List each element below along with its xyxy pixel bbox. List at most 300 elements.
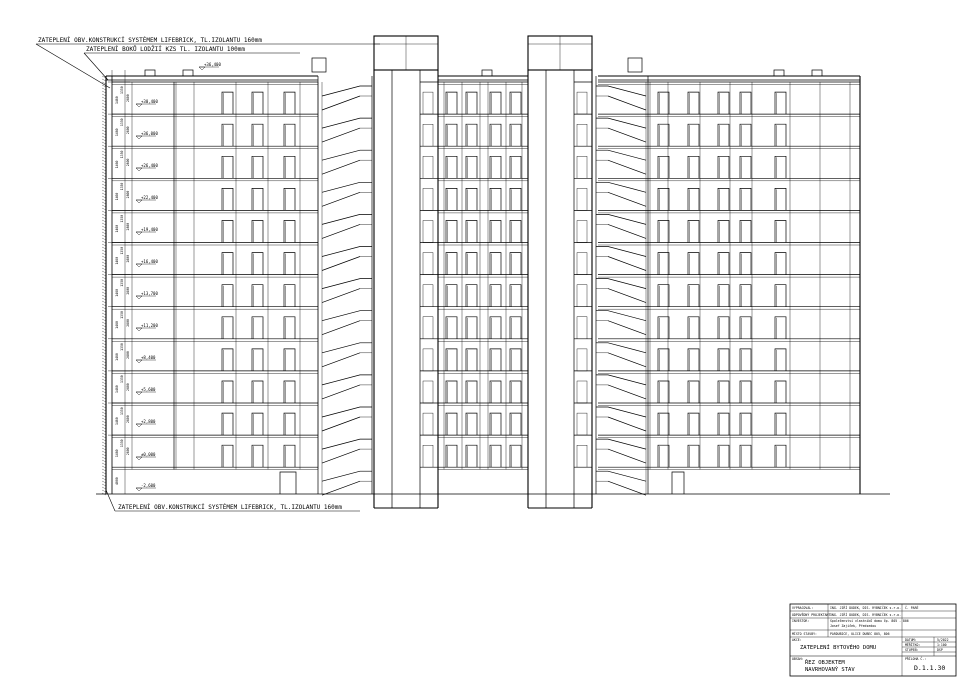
core-left-door-3 (423, 188, 433, 210)
roof-stair-head-left (312, 58, 326, 72)
insulation-hatch-424 (102, 424, 106, 426)
insulation-hatch-388 (102, 388, 106, 390)
insulation-hatch-454 (102, 454, 106, 456)
insulation-hatch-487 (102, 487, 106, 489)
dim-label-a-0: 1460 (115, 96, 119, 105)
core-left-door-10 (423, 413, 433, 435)
insulation-hatch-262 (102, 262, 106, 264)
level-mark-8 (136, 328, 142, 331)
insulation-hatch-190 (102, 190, 106, 192)
dim-label-b-11: 1350 (120, 439, 124, 448)
stair-right-flight-a-9 (596, 375, 646, 385)
insulation-hatch-490 (102, 490, 106, 492)
stair-left-flight-b-5 (322, 257, 360, 271)
insulation-hatch-325 (102, 325, 106, 327)
core-left-door-1 (423, 124, 433, 146)
dim-label-a-8: 1460 (115, 353, 119, 361)
insulation-hatch-238 (102, 238, 106, 240)
tb-number-label: PŘÍLOHA Č.: (905, 657, 927, 661)
building-section (96, 36, 890, 508)
tb-row2-label: ODPOVĚDNÝ PROJEKTANT: (792, 613, 833, 617)
stair-right-flight-b-7 (608, 321, 646, 335)
stair-right-flight-a-0 (596, 86, 646, 96)
insulation-hatch-391 (102, 391, 106, 393)
dim-label-c-11: 2800 (126, 447, 130, 456)
insulation-hatch-412 (102, 412, 106, 414)
insulation-hatch-310 (102, 310, 106, 312)
stair-left-flight-a-9 (322, 375, 372, 385)
insulation-hatch-229 (102, 229, 106, 231)
core-left-door-8 (423, 349, 433, 371)
insulation-hatch-397 (102, 397, 106, 399)
insulation-hatch-79 (102, 79, 106, 81)
insulation-hatch-271 (102, 271, 106, 273)
insulation-hatch-214 (102, 214, 106, 216)
insulation-hatch-154 (102, 154, 106, 156)
insulation-hatch-175 (102, 175, 106, 177)
stair-left-flight-b-2 (322, 160, 360, 174)
stair-left-flight-a-4 (322, 214, 372, 224)
top-insulation-note: ZATEPLENÍ OBV.KONSTRUKCÍ SYSTÉMEM LIFEBRICK, TL.IZOLANTU 160mm (38, 37, 262, 44)
stair-left-flight-b-3 (322, 192, 360, 206)
insulation-hatch-100 (102, 100, 106, 102)
level-label-5: +19,400 (141, 227, 158, 232)
dim-label-b-10: 1350 (120, 407, 124, 416)
insulation-hatch-184 (102, 184, 106, 186)
insulation-hatch-331 (102, 331, 106, 333)
insulation-hatch-436 (102, 436, 106, 438)
stair-left-flight-a-5 (322, 247, 372, 257)
core-left-door-6 (423, 285, 433, 307)
insulation-hatch-103 (102, 103, 106, 105)
stair-right-flight-a-4 (596, 214, 646, 224)
level-label-6: +16,400 (141, 259, 158, 264)
insulation-hatch-286 (102, 286, 106, 288)
level-label-3: +26,400 (141, 163, 158, 168)
stair-right-flight-b-8 (608, 353, 646, 367)
insulation-hatch-157 (102, 157, 106, 159)
stair-left-flight-b-9 (322, 385, 360, 399)
stair-right-flight-a-2 (596, 150, 646, 160)
level-label-8: +11,200 (141, 323, 158, 328)
tb-row2-value: ING. JIŘÍ DUDEK, DIS. RYBNIČEK s.r.o. (830, 613, 902, 617)
insulation-hatch-127 (102, 127, 106, 129)
insulation-hatch-211 (102, 211, 106, 213)
insulation-hatch-220 (102, 220, 106, 222)
stair-left-flight-b-8 (322, 353, 360, 367)
stair-left-flight-a-12 (322, 471, 372, 481)
core-right-door-9 (577, 381, 587, 403)
stair-right-flight-a-6 (596, 279, 646, 289)
level-markers (136, 62, 221, 491)
dim-label-a-6: 1460 (115, 288, 119, 297)
insulation-hatch-379 (102, 379, 106, 381)
stair-right-flight-b-0 (608, 96, 646, 110)
insulation-hatch-409 (102, 409, 106, 411)
dim-label-b-0: 1350 (120, 86, 124, 95)
insulation-hatch-472 (102, 472, 106, 474)
dim-label-a-10: 1460 (115, 417, 119, 426)
dim-label-c-2: 2800 (126, 158, 130, 167)
level-label-2: +36,000 (141, 131, 158, 136)
dim-label-c-1: 2800 (126, 126, 130, 135)
insulation-hatch-196 (102, 196, 106, 198)
insulation-hatch-253 (102, 253, 106, 255)
insulation-hatch-202 (102, 202, 106, 204)
stair-right-flight-b-4 (608, 224, 646, 238)
insulation-hatch-145 (102, 145, 106, 147)
dim-label-c-9: 2800 (126, 383, 130, 391)
insulation-hatch-268 (102, 268, 106, 270)
insulation-hatch-340 (102, 340, 106, 342)
roof-vent-1 (183, 70, 193, 76)
insulation-hatch-403 (102, 403, 106, 405)
dim-label-b-1: 1350 (120, 118, 124, 127)
insulation-hatch-94 (102, 94, 106, 96)
roof-vent-2 (482, 70, 492, 76)
loggia-insulation-note: ZATEPLENÍ BOKŮ LODŽIÍ KZS TL. IZOLANTU 100mm (86, 46, 245, 53)
insulation-hatch-178 (102, 178, 106, 180)
insulation-hatch-355 (102, 355, 106, 357)
insulation-hatch-319 (102, 319, 106, 321)
insulation-hatch-163 (102, 163, 106, 165)
stair-left-flight-b-4 (322, 224, 360, 238)
insulation-hatch-304 (102, 304, 106, 306)
insulation-hatch-376 (102, 376, 106, 378)
level-label-4: +22,400 (141, 195, 158, 200)
insulation-hatch-244 (102, 244, 106, 246)
insulation-hatch-223 (102, 223, 106, 225)
core-right-door-8 (577, 349, 587, 371)
dim-label-a-5: 1460 (115, 256, 119, 265)
insulation-hatch-133 (102, 133, 106, 135)
insulation-hatch-316 (102, 316, 106, 318)
stair-left-flight-b-0 (322, 96, 360, 110)
stair-left-flight-a-7 (322, 311, 372, 321)
insulation-hatch-256 (102, 256, 106, 258)
insulation-hatch-193 (102, 193, 106, 195)
insulation-hatch-274 (102, 274, 106, 276)
insulation-hatch-400 (102, 400, 106, 402)
stair-left-flight-b-11 (322, 449, 360, 463)
core-right-door-5 (577, 253, 587, 275)
dim-label-c-7: 2800 (126, 319, 130, 327)
tb-stage-value: DSP (937, 648, 943, 652)
insulation-hatch-280 (102, 280, 106, 282)
tb-row3-value2: Josef Zajíček, Předsedou (830, 624, 877, 628)
insulation-hatch-463 (102, 463, 106, 465)
dim-label-b-9: 1350 (120, 375, 124, 383)
insulation-hatch-421 (102, 421, 106, 423)
insulation-hatch-250 (102, 250, 106, 252)
tb-drawing-number: D.1.1.30 (914, 664, 946, 672)
level-mark-9 (136, 360, 142, 363)
insulation-hatch-199 (102, 199, 106, 201)
level-label-7: +13,700 (141, 291, 158, 296)
roof-vent-0 (145, 70, 155, 76)
tb-scale-label: MĚŘÍTKO: (905, 643, 921, 647)
core-right-door-0 (577, 92, 587, 114)
insulation-hatch-241 (102, 241, 106, 243)
tb-row1-value: ING. JIŘÍ DUDEK, DIS. RYBNIČEK s.r.o. (830, 606, 902, 610)
dim-label-c-0: 2800 (126, 94, 130, 103)
insulation-hatch-460 (102, 460, 106, 462)
dim-label-c-8: 2800 (126, 351, 130, 359)
insulation-hatch-97 (102, 97, 106, 99)
insulation-hatch-226 (102, 226, 106, 228)
insulation-hatch-343 (102, 343, 106, 345)
insulation-hatch-418 (102, 418, 106, 420)
stair-right-flight-b-1 (608, 128, 646, 142)
dim-label-b-6: 1350 (120, 278, 124, 287)
level-mark-3 (136, 168, 142, 171)
stair-left-flight-b-7 (322, 321, 360, 335)
dim-label-c-4: 2800 (126, 222, 130, 231)
level-mark-12 (136, 457, 142, 460)
insulation-hatch-394 (102, 394, 106, 396)
insulation-hatch-481 (102, 481, 106, 483)
stair-left-flight-a-0 (322, 86, 372, 96)
tb-drawing-title-2: NAVRHOVANÝ STAV (805, 667, 855, 673)
core-left-door-7 (423, 317, 433, 339)
insulation-hatch-187 (102, 187, 106, 189)
insulation-hatch-265 (102, 265, 106, 267)
tb-row3-label: INVESTOR: (792, 619, 810, 623)
insulation-hatch-322 (102, 322, 106, 324)
insulation-hatch-346 (102, 346, 106, 348)
stair-left-flight-a-8 (322, 343, 372, 353)
level-mark-2 (136, 136, 142, 139)
tb-row1-sheet: Č. PARÉ (905, 606, 919, 610)
insulation-hatch-370 (102, 370, 106, 372)
insulation-hatch-457 (102, 457, 106, 459)
dim-label-b-2: 1350 (120, 150, 124, 159)
dim-label-b-5: 1350 (120, 246, 124, 255)
stair-right-flight-b-3 (608, 192, 646, 206)
core-right-door-11 (577, 445, 587, 467)
level-mark-11 (136, 424, 142, 427)
insulation-hatch-139 (102, 139, 106, 141)
stair-right-flight-a-3 (596, 182, 646, 192)
level-mark-5 (136, 232, 142, 235)
dim-label-c-5: 2800 (126, 254, 130, 263)
level-label-10: +5,600 (141, 387, 156, 392)
dim-label-a-4: 1460 (115, 224, 119, 233)
insulation-hatch-181 (102, 181, 106, 183)
insulation-hatch-160 (102, 160, 106, 162)
core-left-door-4 (423, 221, 433, 243)
insulation-hatch-172 (102, 172, 106, 174)
insulation-hatch-136 (102, 136, 106, 138)
tb-row1-label: VYPRACOVAL: (792, 606, 814, 610)
core-right-door-7 (577, 317, 587, 339)
insulation-hatch-106 (102, 106, 106, 108)
dim-label-a-11: 1460 (115, 449, 119, 458)
stair-left-flight-a-3 (322, 182, 372, 192)
insulation-hatch-130 (102, 130, 106, 132)
stair-right-flight-a-5 (596, 247, 646, 257)
insulation-hatch-313 (102, 313, 106, 315)
dim-label-a-3: 1460 (115, 192, 119, 201)
insulation-hatch-442 (102, 442, 106, 444)
roof-vent-3 (774, 70, 784, 76)
level-mark-13 (136, 488, 142, 491)
stair-right-flight-a-12 (596, 471, 646, 481)
level-mark-7 (136, 296, 142, 299)
insulation-hatch-334 (102, 334, 106, 336)
dim-label-c-10: 2800 (126, 415, 130, 424)
roof-vent-4 (812, 70, 822, 76)
stair-right-flight-a-1 (596, 118, 646, 128)
insulation-hatch-382 (102, 382, 106, 384)
insulation-hatch-205 (102, 205, 106, 207)
core-right-door-10 (577, 413, 587, 435)
insulation-hatch-121 (102, 121, 106, 123)
insulation-hatch-292 (102, 292, 106, 294)
core-left-door-2 (423, 156, 433, 178)
core-left-door-9 (423, 381, 433, 403)
stair-right-flight-b-9 (608, 385, 646, 399)
insulation-hatch-124 (102, 124, 106, 126)
level-label-12: ±0,000 (141, 452, 156, 457)
insulation-hatch-295 (102, 295, 106, 297)
core-right-door-6 (577, 285, 587, 307)
tb-scale-value: 1:100 (937, 643, 947, 647)
insulation-hatch-373 (102, 373, 106, 375)
tb-stage-label: STUPEŇ: (905, 648, 919, 652)
stair-right-flight-b-6 (608, 289, 646, 303)
insulation-hatch-169 (102, 169, 106, 171)
insulation-hatch-328 (102, 328, 106, 330)
dim-label-c-6: 2800 (126, 286, 130, 295)
insulation-hatch-430 (102, 430, 106, 432)
insulation-hatch-427 (102, 427, 106, 429)
insulation-hatch-484 (102, 484, 106, 486)
insulation-hatch-298 (102, 298, 106, 300)
level-mark-6 (136, 264, 142, 267)
insulation-hatch-406 (102, 406, 106, 408)
bottom-insulation-note: ZATEPLENÍ OBV.KONSTRUKCÍ SYSTÉMEM LIFEBRICK, TL.IZOLANTU 160mm (118, 504, 342, 511)
insulation-hatch-439 (102, 439, 106, 441)
stair-right-flight-b-2 (608, 160, 646, 174)
dim-label-bottom: 4000 (115, 477, 119, 485)
core-right-door-2 (577, 156, 587, 178)
insulation-hatch-307 (102, 307, 106, 309)
stair-right-flight-b-11 (608, 449, 646, 463)
tb-row4-label: MÍSTO STAVBY: (792, 632, 817, 636)
core-right-door-3 (577, 188, 587, 210)
level-label-9: +8,400 (141, 355, 156, 360)
insulation-hatch-283 (102, 283, 106, 285)
insulation-hatch-247 (102, 247, 106, 249)
stair-right-flight-b-5 (608, 257, 646, 271)
level-label-0: +36,400 (204, 62, 221, 67)
insulation-hatch-289 (102, 289, 106, 291)
level-label-13: -2,600 (141, 483, 156, 488)
dim-label-b-3: 1350 (120, 182, 124, 191)
insulation-hatch-112 (102, 112, 106, 114)
insulation-hatch-217 (102, 217, 106, 219)
level-label-11: +2,800 (141, 419, 156, 424)
insulation-hatch-337 (102, 337, 106, 339)
tb-drawing-title-1: ŘEZ OBJEKTEM (805, 660, 845, 666)
insulation-hatch-166 (102, 166, 106, 168)
core-left-door-0 (423, 92, 433, 114)
dim-label-b-4: 1350 (120, 214, 124, 223)
insulation-hatch-151 (102, 151, 106, 153)
stair-left-flight-b-10 (322, 417, 360, 431)
dim-label-b-7: 1350 (120, 311, 124, 319)
insulation-hatch-358 (102, 358, 106, 360)
stair-left-flight-a-1 (322, 118, 372, 128)
stair-right-flight-a-8 (596, 343, 646, 353)
insulation-hatch-367 (102, 367, 106, 369)
insulation-hatch-385 (102, 385, 106, 387)
level-mark-1 (136, 104, 142, 107)
insulation-hatch-415 (102, 415, 106, 417)
insulation-hatch-232 (102, 232, 106, 234)
tb-row3-value: Společenství vlastníků domu čp. 805 - 806 (830, 619, 909, 623)
insulation-hatch-475 (102, 475, 106, 477)
dim-label-c-3: 2800 (126, 190, 130, 199)
level-mark-4 (136, 200, 142, 203)
stair-right-flight-a-11 (596, 439, 646, 449)
insulation-hatch-148 (102, 148, 106, 150)
insulation-hatch-259 (102, 259, 106, 261)
insulation-hatch-88 (102, 88, 106, 90)
ground-door-right (672, 472, 684, 494)
title-block (790, 604, 956, 676)
tb-row4-value: PARDUBICE, ULICE DUBEC 805, 806 (830, 632, 890, 636)
dim-label-a-9: 1460 (115, 385, 119, 393)
stair-left-flight-b-6 (322, 289, 360, 303)
tb-date-label: DATUM: (905, 638, 917, 642)
stair-right-flight-b-12 (608, 481, 646, 495)
insulation-hatch-115 (102, 115, 106, 117)
insulation-hatch-448 (102, 448, 106, 450)
dim-label-a-2: 1460 (115, 160, 119, 169)
insulation-hatch-208 (102, 208, 106, 210)
level-mark-10 (136, 392, 142, 395)
roof-stair-head-right (628, 58, 642, 72)
level-mark-0 (199, 67, 205, 70)
insulation-hatch-352 (102, 352, 106, 354)
insulation-hatch-301 (102, 301, 106, 303)
core-left-door-11 (423, 445, 433, 467)
insulation-hatch-277 (102, 277, 106, 279)
stair-right-flight-a-7 (596, 311, 646, 321)
tb-row5-label: AKCE: (792, 638, 802, 642)
stair-left-flight-a-2 (322, 150, 372, 160)
ground-door-left (280, 472, 296, 494)
insulation-hatch-445 (102, 445, 106, 447)
dim-label-a-1: 1460 (115, 128, 119, 137)
insulation-hatch-142 (102, 142, 106, 144)
core-right-door-1 (577, 124, 587, 146)
dim-label-a-7: 1460 (115, 321, 119, 329)
core-right-door-4 (577, 221, 587, 243)
insulation-hatch-364 (102, 364, 106, 366)
stair-right-flight-b-10 (608, 417, 646, 431)
insulation-hatch-361 (102, 361, 106, 363)
tb-date-value: 5/2022 (937, 638, 949, 642)
insulation-hatch-235 (102, 235, 106, 237)
insulation-hatch-469 (102, 469, 106, 471)
insulation-hatch-466 (102, 466, 106, 468)
stair-left-flight-a-10 (322, 407, 372, 417)
stair-left-flight-a-11 (322, 439, 372, 449)
stair-left-flight-b-1 (322, 128, 360, 142)
